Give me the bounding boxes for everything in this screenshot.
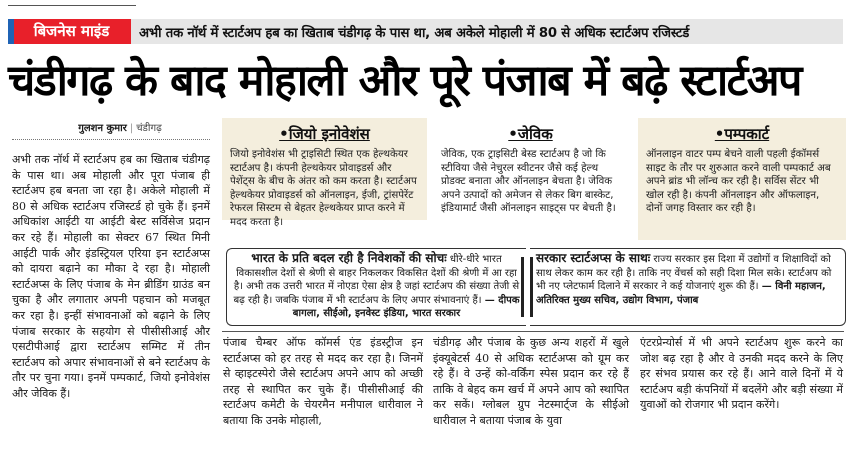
byline-city: चंडीगढ़: [136, 123, 162, 134]
body-column-1: अभी तक नॉर्थ में स्टार्टअप हब का खिताब चंडीगढ़ के पास था। अब मोहाली और पूरा पंजाब ही स्टार्टअप हब बनता जा रहा है। अकेले मोहाली में 80 से अधिक स्टार्टअप रजिस्टर्ड हो चुके हैं। इनमें अधिकांश आईटी या आईटी बेस्ट सर्विसेज प्रदान कर रहे हैं। मोहाली का सेक्टर 67 स्थित मिनी आईटी पार्क और इंडस्ट्रियल एरिया इन स्टार्टअप्स को दायरा बढ़ाने का मौका दे रहा है। मोहाली स्टार्टअप्स के लिए पंजाब के मेन ब्रीडिंग ग्राउंड बन चुका है और लगातार अपनी पहचान को मजबूत कर रहा है। इन्हीं संभावनाओं को बढ़ाने के लिए पंजाब सरकार के सहयोग से पीसीसीआई और एसटीपीआई द्वारा स्टार्टअप सम्मिट में तीन स्टार्टअप को अपार संभावनाओं से बने स्टार्टअप के तौर पर चुना गया। इनमें पम्पकार्ट, जियो इनोवेशंस और जेविक हैं।: [12, 153, 210, 400]
byline-separator: |: [129, 123, 134, 134]
box-title: •पम्पकार्ट: [714, 125, 770, 143]
box-text: जेविक, एक ट्राइसिटी बेस्ड स्टार्टअप है जो कि स्टीविया जैसे नेचुरल स्वीटनर जैसे कई हेल्थ प्रोडक्ट बनाता और ऑनलाइन बेचता है। जेविक अपने उत्पादों को अमेजन से लेकर बिग बास्केट, इंडियामार्ट जैसी ऑनलाइन साइट्स पर बेचती है।: [441, 149, 616, 215]
section-divider: [222, 331, 844, 332]
quote-text: धीरे-धीरे भारत विकासशील देशों से श्रेणी से बाहर निकलकर विकसित देशों की श्रेणी में आ रहा है। अभी तक उत्तरी भारत में नोएडा ऐसा क्षेत्र है जहां स्टार्टअप की संख्या तेजी से बढ़ रही है। जबकि पंजाब में भी स्टार्टअप के लिए अपार संभावनाएं हैं।: [233, 254, 520, 306]
byline-author: गुलशन कुमार: [78, 123, 127, 134]
quote-divider: [530, 257, 533, 317]
previous-article-border: [8, 0, 136, 6]
box-text: ऑनलाइन वाटर पम्प बेचने वाली पहली ईकॉमर्स साइट के तौर पर शुरुआत करने वाली पम्पकार्ट अब अपने ब्रांड भी लॉन्च कर रही है। सर्विस सेंटर भी खोल रही है। कंपनी ऑनलाइन और ऑफलाइन, दोनों जगह विस्तार कर रही है।: [646, 149, 831, 215]
subheadline: अभी तक नॉर्थ में स्टार्टअप हब का खिताब चंडीगढ़ के पास था, अब अकेले मोहाली में 80 से अधिक स्टार्टअप रजिस्टर्ड: [139, 25, 690, 41]
headline: चंडीगढ़ के बाद मोहाली और पूरे पंजाब में बढ़े स्टार्टअप: [8, 56, 801, 106]
quote-title: भारत के प्रति बदल रही है निवेशकों की सोचः: [251, 251, 447, 265]
quote-attribution: — दीपक बागला, सीईओ, इनवेस्ट इंडिया, भारत सरकार: [292, 294, 520, 320]
sidebar-box-geo-innovations: [222, 118, 427, 228]
quote-box-investors: [226, 248, 526, 326]
box-title: •जियो इनोवेशंस: [279, 125, 370, 143]
body-column-3: चंडीगढ़ और पंजाब के कुछ अन्य शहरों में खुले इंक्यूबेटर्स 40 से अधिक स्टार्टअप्स को ग्रूम कर रहे हैं। वे उन्हें को-वर्किंग स्पेस प्रदान कर रहे हैं ताकि वे बेहद कम खर्च में अपने आप को स्थापित कर सकें। ग्लोबल ग्रुप नेटस्मार्ट्ज के सीईओ धारीवाल ने बताया पंजाब के युवा: [433, 336, 629, 427]
byline: [30, 120, 210, 134]
quote-title: सरकार स्टार्टअप्स के साथः: [536, 251, 651, 265]
quote-box-government: [530, 248, 846, 326]
quote-text: राज्य सरकार इस दिशा में उद्योगों व शिक्षाविदों को साथ लेकर काम कर रही है। ताकि नए वेंचर्स को सही दिशा मिल सके। स्टार्टअप को भी नए प्लेटफार्म दिलाने में सरकार ने कई योजनाएं शुरू की हैं।: [536, 254, 832, 293]
section-tag: [8, 19, 131, 44]
body-column-2: पंजाब चैम्बर ऑफ कॉमर्स एंड इंडस्ट्रीज इन स्टार्टअप्स को हर तरह से मदद कर रहा है। जिनमें से व्हाइटस्पेरो जैसे स्टार्टअप अपने आप को अच्छी तरह से स्थापित कर चुके हैं। पीसीसीआई की स्टार्टअप कमेटी के चेयरमैन मनीपाल धारीवाल ने बताया कि उनके मोहाली,: [223, 336, 423, 427]
body-column-4: एंटरप्रेन्योर्स में भी अपने स्टार्टअप शुरू करने का जोश बढ़ रहा है और वे उनकी मदद करने के लिए हर संभव प्रयास कर रहे हैं। आने वाले दिनों में ये स्टार्टअप बड़ी कंपनियों में बदलेंगे और बड़ी संख्या में युवाओं को रोजगार भी प्रदान करेंगे।: [640, 336, 843, 412]
sidebar-box-pumpkart: [638, 118, 846, 240]
section-tag-label: बिजनेस माइंड: [14, 19, 131, 44]
kicker-strip: [8, 19, 843, 44]
box-title: •जेविक: [508, 125, 553, 143]
quote-attribution: — विनी महाजन, अतिरिक्त मुख्य सचिव, उद्योग विभाग, पंजाब: [536, 281, 826, 306]
quote-divider: [521, 257, 524, 317]
byline-divider: [12, 139, 210, 140]
box-text: जियो इनोवेशंस भी ट्राइसिटी स्थित एक हेल्थकेयर स्टार्टअप है। कंपनी हेल्थकेयर प्रोवाइडर्स और पेशेंट्स के बीच के अंतर को कम करता है। स्टार्टअप हेल्थकेयर प्रोवाइडर्स को ऑनलाइन, ईजी, ट्रांसपेरेंट रेफरल सिस्टम से बेहतर हेल्थकेयर प्राप्त करने में मदद करता है।: [230, 149, 417, 228]
sidebar-box-jevik: [433, 118, 628, 238]
